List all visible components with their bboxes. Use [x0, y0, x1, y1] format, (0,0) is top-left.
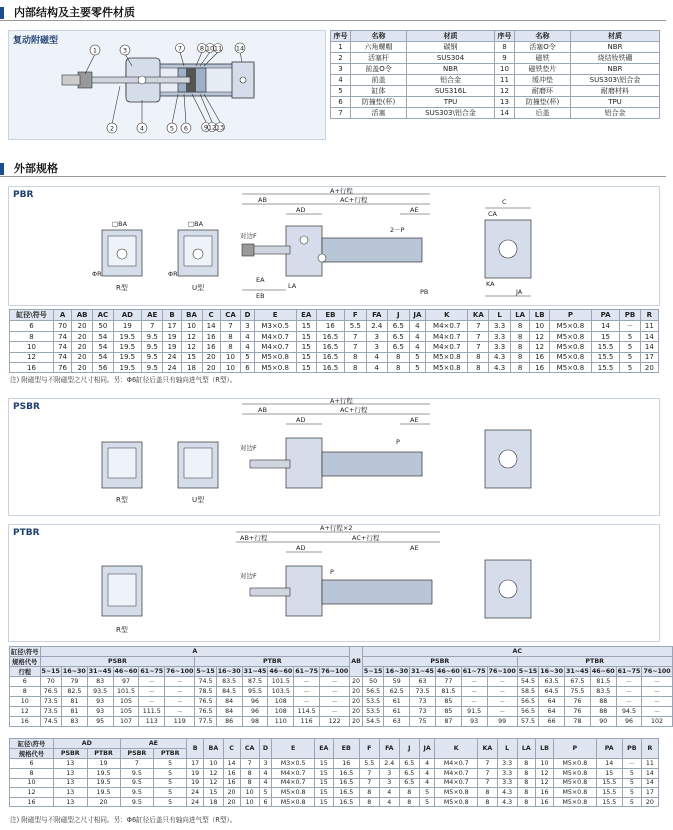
svg-text:JA: JA [516, 288, 523, 296]
svg-text:A+行程×2: A+行程×2 [320, 524, 353, 532]
svg-text:AD: AD [296, 544, 306, 552]
svg-text:A+行程: A+行程 [330, 187, 353, 195]
svg-text:ΦR: ΦR [168, 270, 178, 278]
svg-text:AE: AE [410, 416, 419, 424]
svg-text:PB: PB [420, 288, 429, 296]
svg-text:AE: AE [410, 206, 419, 214]
svg-text:P: P [330, 568, 334, 576]
psbr-label: PSBR [13, 402, 40, 412]
svg-text:AE: AE [410, 544, 419, 552]
svg-text:AC+行程: AC+行程 [352, 534, 380, 542]
svg-text:对边F: 对边F [240, 232, 257, 240]
svg-text:对边F: 对边F [240, 572, 257, 580]
ptbr-note: 注) 附磁型与不附磁型之尺寸相同。另：Φ6缸径后盖只有轴向进气型（R型）。 [10, 816, 237, 824]
materials-table [330, 30, 660, 119]
pbr-note: 注) 附磁型与不附磁型之尺寸相同。另：Φ6缸径后盖只有轴向进气型（R型）。 [10, 376, 237, 384]
svg-text:AD: AD [296, 206, 306, 214]
balloon-13: 13 [215, 123, 225, 132]
section2-title: 外部规格 [0, 160, 666, 176]
svg-text:KA: KA [486, 280, 495, 288]
balloon-6: 6 [183, 124, 189, 133]
svg-text:AB: AB [258, 406, 267, 414]
pbr-row: 8 74 20 54 19.5 9.5 19 12 16 8 4 M4×0.7 15 16.5 7 3 6.5 4 M4×0.7 7 3.3 8 12 M5×0.8 15 5 14 [10, 332, 659, 342]
materials-row: 2 活塞杆 SUS304 9 磁铁 烧结钕铁硼 [331, 53, 660, 64]
ptbr-length-row: 6 70 79 83 97 － － 74.5 83.5 87.5 101.5 － － 20 50 59 63 77 － － 54.5 63.5 67.5 81.5 － － [10, 677, 673, 687]
balloon-9: 9 [203, 123, 209, 132]
balloon-14: 14 [235, 44, 245, 53]
psbr-view-u: U型 [192, 496, 205, 504]
materials-header: 序号 名称 材质 序号 名称 材质 [331, 31, 660, 42]
balloon-12: 12 [207, 123, 217, 132]
materials-row: 7 活塞 SUS303\铝合金 14 后盖 铝合金 [331, 108, 660, 119]
svg-text:□BA: □BA [188, 220, 204, 228]
ptbr-length-table: 缸径\符号 A AB AC 规格代号 PSBR PTBR PSBR PTBR 行程 5~15 16~30 31~45 46~60 61~75 76~100 5~15 16~30 31~45 46~60 61~75 76~100 5~15 16~30 31~45 46~60 61~75 76~100 5~15 16~30 31~45 46~60 61~75 76~100 6 70 79 83 97 － － 74.5 83.5 87.5 101.5 － － 20 50 59 63 77 － － 54.5 63.5 67.5 81.5 － － 8 76.5 82.5 93.5 101.5 － － 78.5 84.5 95.5 103.5 － － 20 56.5 62.5 73.5 81.5 － － 58.5 64.5 75.5 83.5 － － 10 73.5 81 93 105 － － 76.5 84 96 108 － － 20 53.5 61 73 85 － － 56.5 64 76 88 － － 12 73.5 81 93 105 111.5 － 76.5 84 96 108 114.5 － 20 53.5 61 73 85 91.5 － 56.5 64 76 88 94.5 － 16 74.5 83 95 107 113 119 77.5 86 98 110 116 122 20 54.5 63 75 87 93 99 57.5 66 78 90 96 102 [11, 648, 671, 725]
balloon-3: 3 [122, 46, 128, 55]
svg-text:对边F: 对边F [240, 444, 257, 452]
svg-text:P: P [396, 438, 400, 446]
svg-text:ΦR: ΦR [92, 270, 102, 278]
ptbr-spec-table: 缸径\符号 AD AE B BA C CA D E EA EB F FA J JA K KA L LA LB P PA PB R 规格代号 PSBR PTBR PSBR PTBR 6 13 19 7 5 17 10 14 7 3 M3×0.5 15 16 5.5 2.4 6.5 4 M4×0.7 7 3.3 8 10 M5×0.8 14 － 11 8 13 19.5 9.5 5 19 12 16 8 4 M4×0.7 15 16.5 7 3 6.5 4 M4×0.7 7 3.3 8 12 M5×0.8 15 5 14 10 13 19.5 9.5 5 19 12 16 8 4 M4×0.7 15 16.5 7 3 6.5 4 M4×0.7 7 3.3 8 12 M5×0.8 15.5 5 14 12 13 19.5 9.5 5 24 15 20 10 5 M5×0.8 15 16.5 8 4 8 5 M5×0.8 8 4.3 8 16 M5×0.8 15.5 5 17 16 13 20 9.5 5 24 18 20 10 6 M5×0.8 15 16.5 8 4 8 5 M5×0.8 8 4.3 8 16 M5×0.8 15.5 5 20 [9, 738, 659, 807]
balloon-7: 7 [177, 44, 183, 53]
ptbr-spec-row: 6 13 19 7 5 17 10 14 7 3 M3×0.5 15 16 5.5 2.4 6.5 4 M4×0.7 7 3.3 8 10 M5×0.8 14 － 11 [10, 759, 659, 769]
ptbr-spec-row: 16 13 20 9.5 5 24 18 20 10 6 M5×0.8 15 16.5 8 4 8 5 M5×0.8 8 4.3 8 16 M5×0.8 15.5 5 20 [10, 797, 659, 807]
pbr-row: 16 76 20 56 19.5 9.5 24 18 20 10 6 M5×0.8 15 16.5 8 4 8 5 M5×0.8 8 4.3 8 16 M5×0.8 15.5 5 20 [10, 362, 659, 372]
ptbr-drawings [90, 526, 560, 640]
materials-row: 5 缸体 SUS316L 12 耐磨环 耐磨材料 [331, 86, 660, 97]
svg-text:AC+行程: AC+行程 [340, 406, 368, 414]
pbr-view-r: R型 [116, 284, 128, 292]
materials-row: 6 防撞垫(杯) TPU 13 防撞垫(杯) TPU [331, 97, 660, 108]
svg-text:EA: EA [256, 276, 265, 284]
balloon-10: 10 [205, 44, 215, 53]
ptbr-length-row: 12 73.5 81 93 105 111.5 － 76.5 84 96 108 114.5 － 20 53.5 61 73 85 91.5 － 56.5 64 76 88 94.5 － [10, 707, 673, 717]
section1-title: 内部结构及主要零件材质 [0, 4, 666, 20]
balloon-5: 5 [169, 124, 175, 133]
balloon-2: 2 [109, 124, 115, 133]
pbr-row: 6 70 20 50 19 7 17 10 14 7 3 M3×0.5 15 16 5.5 2.4 6.5 4 M4×0.7 7 3.3 8 10 M5×0.8 14 － 11 [10, 321, 659, 332]
pbr-spec-table [9, 309, 659, 373]
svg-text:AC+行程: AC+行程 [340, 196, 368, 204]
materials-row: 1 六角螺帽 碳钢 8 活塞O令 NBR [331, 42, 660, 53]
svg-text:LA: LA [288, 282, 297, 290]
pbr-label: PBR [13, 190, 34, 200]
ptbr-length-row: 8 76.5 82.5 93.5 101.5 － － 78.5 84.5 95.5 103.5 － － 20 56.5 62.5 73.5 81.5 － － 58.5 64.5 75.5 83.5 － － [10, 687, 673, 697]
ptbr-length-row: 16 74.5 83 95 107 113 119 77.5 86 98 110 116 122 20 54.5 63 75 87 93 99 57.5 66 78 90 96 102 [10, 717, 673, 727]
svg-text:□BA: □BA [112, 220, 128, 228]
svg-text:2－P: 2－P [390, 226, 405, 234]
balloon-4: 4 [139, 124, 145, 133]
psbr-drawings [90, 397, 560, 514]
svg-text:AD: AD [296, 416, 306, 424]
balloon-8: 8 [199, 44, 205, 53]
pbr-drawings [90, 187, 560, 308]
ptbr-spec-row: 12 13 19.5 9.5 5 24 15 20 10 5 M5×0.8 15 16.5 8 4 8 5 M5×0.8 8 4.3 8 16 M5×0.8 15.5 5 17 [10, 788, 659, 798]
svg-text:A+行程: A+行程 [330, 397, 353, 405]
pbr-row: 12 74 20 54 19.5 9.5 24 15 20 10 5 M5×0.8 15 16.5 8 4 8 5 M5×0.8 8 4.3 8 16 M5×0.8 15.5 5 17 [10, 352, 659, 362]
pbr-header: 缸径\符号 A AB AC AD AE B BA C CA D E EA EB F FA J JA K KA L LA LB P PA PB R [10, 310, 659, 321]
cross-section-label: 复动附磁型 [13, 36, 59, 46]
svg-text:C: C [502, 198, 507, 206]
psbr-view-r: R型 [116, 496, 128, 504]
cross-section-drawing [60, 44, 270, 136]
balloon-11: 11 [213, 44, 223, 53]
pbr-view-u: U型 [192, 284, 205, 292]
materials-row: 3 前盖O令 NBR 10 磁铁垫片 NBR [331, 64, 660, 75]
pbr-row: 10 74 20 54 19.5 9.5 19 12 16 8 4 M4×0.7 15 16.5 7 3 6.5 4 M4×0.7 7 3.3 8 12 M5×0.8 15.5 5 14 [10, 342, 659, 352]
svg-text:EB: EB [256, 292, 265, 300]
svg-text:AB+行程: AB+行程 [240, 534, 268, 542]
ptbr-view-r: R型 [116, 626, 128, 634]
ptbr-spec-row: 10 13 19.5 9.5 5 19 12 16 8 4 M4×0.7 15 16.5 7 3 6.5 4 M4×0.7 7 3.3 8 12 M5×0.8 15.5 5 14 [10, 778, 659, 788]
ptbr-spec-row: 8 13 19.5 9.5 5 19 12 16 8 4 M4×0.7 15 16.5 7 3 6.5 4 M4×0.7 7 3.3 8 12 M5×0.8 15 5 14 [10, 769, 659, 779]
ptbr-label: PTBR [13, 528, 40, 538]
materials-row: 4 前盖 铝合金 11 缓冲垫 SUS303\铝合金 [331, 75, 660, 86]
ptbr-length-row: 10 73.5 81 93 105 － － 76.5 84 96 108 － － 20 53.5 61 73 85 － － 56.5 64 76 88 － － [10, 697, 673, 707]
svg-text:AB: AB [258, 196, 267, 204]
svg-text:CA: CA [488, 210, 497, 218]
balloon-1: 1 [92, 46, 98, 55]
